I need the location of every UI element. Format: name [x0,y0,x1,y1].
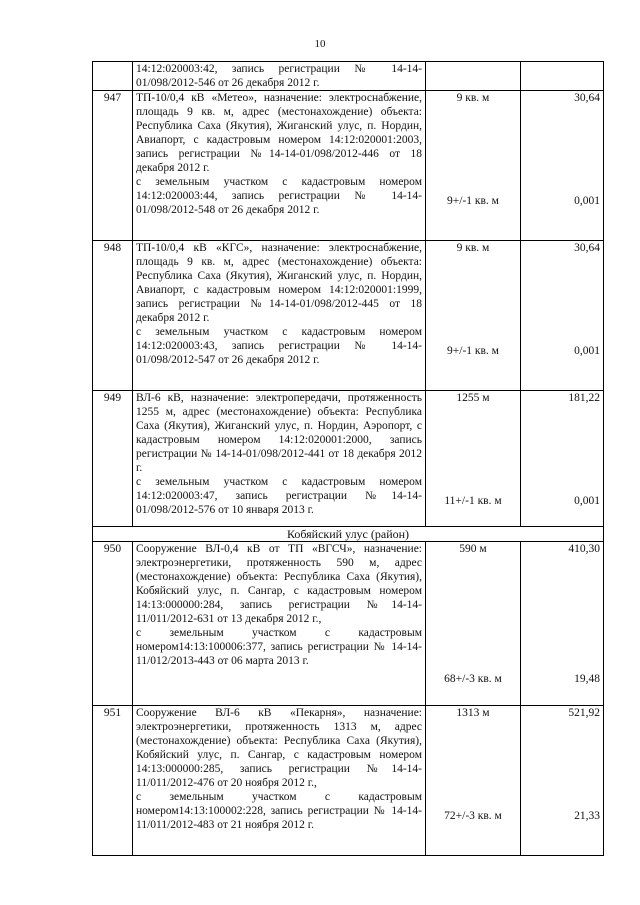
table-row [93,542,604,706]
object-description [133,241,426,391]
row-number: 949 [93,391,133,527]
page-number: 10 [314,38,326,50]
land-plot-value: 21,33 [574,810,600,822]
value-cell [521,91,604,241]
table-row [93,391,604,527]
land-plot-description: с земельным участком с кадастровым номером 14:12:020003:43, запись регистрации № 14-14-01/098/2012-547 от 26 декабря 2012 г. [136,326,422,366]
land-plot-description: с земельным участком с кадастровым номером14:13:100002:228, запись регистрации № 14-14-11/011/2012-483 от 21 ноября 2012 г. [136,791,422,831]
area-cell [426,62,521,91]
structure-value: 521,92 [568,707,600,719]
row-number: 951 [93,706,133,856]
table-row [93,91,604,241]
area-cell [426,391,521,527]
structure-area: 1255 м [456,392,490,404]
land-plot-value: 0,001 [574,345,600,357]
structure-description: Сооружение ВЛ-6 кВ «Пекарня», назначение: электроэнергетики, протяженность 1313 м, адрес (местонахождение) объекта: Республика Саха (Якутия), Кобяйский улус, п. Сангар, с кадастровым номером 14:13:000000:285, запись регистрации №14-14-11/011/2012-476 от 20 ноября 2012 г., [136,707,422,789]
object-description [133,91,426,241]
structure-value: 410,30 [568,543,600,555]
land-plot-area: 68+/-3 кв. м [444,673,502,685]
structure-description: ТП-10/0,4 кВ «Метео», назначение: электроснабжение, площадь 9 кв. м, адрес (местонахождение) объекта: Республика Саха (Якутия), Жиганский улус, п. Нордин, Авиапорт, с кадастровым номером 14:12:020001:2003, запись регистрации №14-14-01/098/2012-446 от 18 декабря 2012 г. [136,92,422,174]
area-cell [426,91,521,241]
area-cell [426,241,521,391]
value-cell [521,391,604,527]
region-title: Кобяйский улус (район) [93,527,604,542]
land-plot-value: 0,001 [574,495,600,507]
value-cell [521,542,604,706]
area-cell [426,542,521,706]
property-register-table [92,61,604,856]
row-number: 947 [93,91,133,241]
land-plot-description: с земельным участком с кадастровым номером 14:12:020003:47, запись регистрации №14-14-01/098/2012-576 от 10 января 2013 г. [136,476,422,516]
area-cell [426,706,521,856]
table-row [93,241,604,391]
value-cell [521,706,604,856]
table-row [93,62,604,91]
row-number: 948 [93,241,133,391]
structure-area: 9 кв. м [456,242,490,254]
structure-description: Сооружение ВЛ-0,4 кВ от ТП «ВГСЧ», назначение: электроэнергетики, протяженность 590 м, адрес (местонахождение) объекта: Республика Саха (Якутия), Кобяйский улус, п. Сангар, с кадастровым номером 14:13:000000:284, запись регистрации №14-14-11/011/2012-631 от 13 декабря 2012 г., [136,543,422,625]
land-plot-area: 72+/-3 кв. м [444,810,502,822]
land-plot-area: 11+/-1 кв. м [444,495,502,507]
row-number: 950 [93,542,133,706]
value-cell [521,62,604,91]
land-plot-area: 9+/-1 кв. м [447,345,499,357]
land-plot-area: 9+/-1 кв. м [447,195,499,207]
structure-value: 30,64 [574,92,600,104]
land-plot-description: с земельным участком с кадастровым номером 14:12:020003:44, запись регистрации № 14-14-01/098/2012-548 от 26 декабря 2012 г. [136,176,422,216]
structure-area: 1313 м [456,707,490,719]
structure-area: 9 кв. м [456,92,490,104]
table-row [93,706,604,856]
land-plot-value: 0,001 [574,195,600,207]
value-cell [521,241,604,391]
structure-area: 590 м [459,543,487,555]
structure-value: 30,64 [574,242,600,254]
object-description [133,542,426,706]
row-number [93,62,133,91]
object-description: 14:12:020003:42, запись регистрации № 14-14-01/098/2012-546 от 26 декабря 2012 г. [133,62,426,91]
structure-description: ВЛ-6 кВ, назначение: электропередачи, протяженность 1255 м, адрес (местонахождение) объекта: Республика Саха (Якутия), Жиганский улус, п. Нордин, Аэропорт, с кадастровым номером 14:12:020001:2000, запись регистрации № 14-14-01/098/2012-441 от 18 декабря 2012 г. [136,392,422,474]
land-plot-description: с земельным участком с кадастровым номером14:13:100006:377, запись регистрации № 14-14-11/012/2013-443 от 06 марта 2013 г. [136,627,422,667]
structure-value: 181,22 [568,392,600,404]
structure-description: ТП-10/0,4 кВ «КГС», назначение: электроснабжение, площадь 9 кв. м, адрес (местонахождение) объекта: Республика Саха (Якутия), Жиганский улус, п. Нордин, Авиапорт, с кадастровым номером 14:12:020001:1999, запись регистрации №14-14-01/098/2012-445 от 18 декабря 2012 г. [136,242,422,324]
object-description [133,706,426,856]
land-plot-value: 19,48 [574,673,600,685]
region-header-row [93,527,604,542]
object-description [133,391,426,527]
